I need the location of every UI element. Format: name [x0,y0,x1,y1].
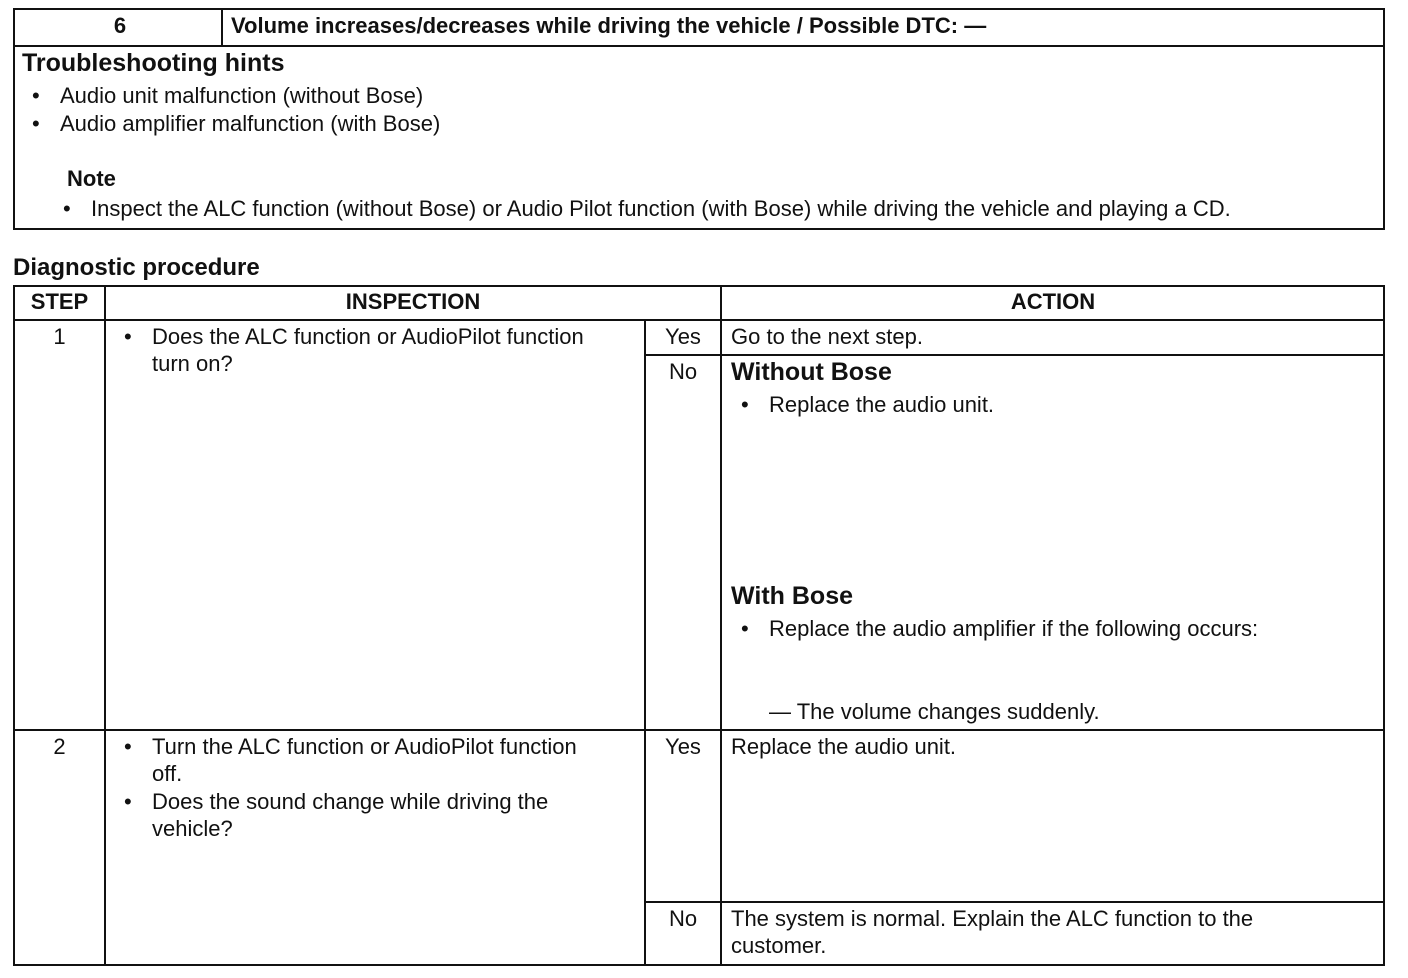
row-divider [13,729,1385,731]
procedure-heading: Diagnostic procedure [13,254,260,281]
step-col-rule [104,285,106,966]
step-2-inspection-1-line-1: • Turn the ALC function or AudioPilot function [152,733,577,760]
step-2-no-action-line-2: customer. [731,933,827,958]
note-item: • Inspect the ALC function (without Bose) or Audio Pilot function (with Bose) while driving the vehicle and playing a CD. [91,195,1231,222]
table-header-rule [13,319,1385,321]
row1-yesno-rule [645,354,1385,356]
step-1-yes-action: Go to the next step. [731,324,924,349]
step-1-no-label: No [668,359,698,384]
header-number: 6 [113,13,127,38]
step-1-without-bose-item: • Replace the audio unit. [769,391,994,418]
action-col-rule [720,285,722,966]
step-2-no-action-line-1: The system is normal. Explain the ALC function to the [731,906,1254,931]
step-1-without-bose-heading: Without Bose [731,358,892,386]
hints-heading: Troubleshooting hints [22,49,285,77]
step-1-inspection-line-2: turn on? [152,351,233,376]
step-2-inspection-2-line-2: vehicle? [152,816,233,841]
note-label: Note [67,166,116,191]
step-1-inspection-line-1: • Does the ALC function or AudioPilot function [152,323,584,350]
step-1-with-bose-item: • Replace the audio amplifier if the following occurs: [769,615,1258,642]
header-title: Volume increases/decreases while driving the vehicle / Possible DTC: — [231,13,987,38]
row2-yesno-rule [645,901,1385,903]
step-2-number: 2 [53,734,66,759]
hint-item-1: • Audio unit malfunction (without Bose) [60,82,423,109]
step-2-yes-action: Replace the audio unit. [731,734,957,759]
step-1-with-bose-subitem: — The volume changes suddenly. [769,699,1100,724]
col-step: STEP [30,289,89,314]
header-number-divider [221,8,223,46]
header-divider [13,45,1385,47]
col-action: ACTION [1010,289,1096,314]
hint-item-2: • Audio amplifier malfunction (with Bose) [60,110,440,137]
step-1-with-bose-heading: With Bose [731,582,853,610]
step-2-inspection-2-line-1: • Does the sound change while driving the [152,788,548,815]
col-inspection: INSPECTION [345,289,481,314]
step-2-inspection-1-line-2: off. [152,761,183,786]
step-2-yes-label: Yes [665,734,701,759]
step-1-number: 1 [53,324,66,349]
yesno-col-rule [644,320,646,966]
step-1-yes-label: Yes [665,324,701,349]
step-2-no-label: No [668,906,698,931]
